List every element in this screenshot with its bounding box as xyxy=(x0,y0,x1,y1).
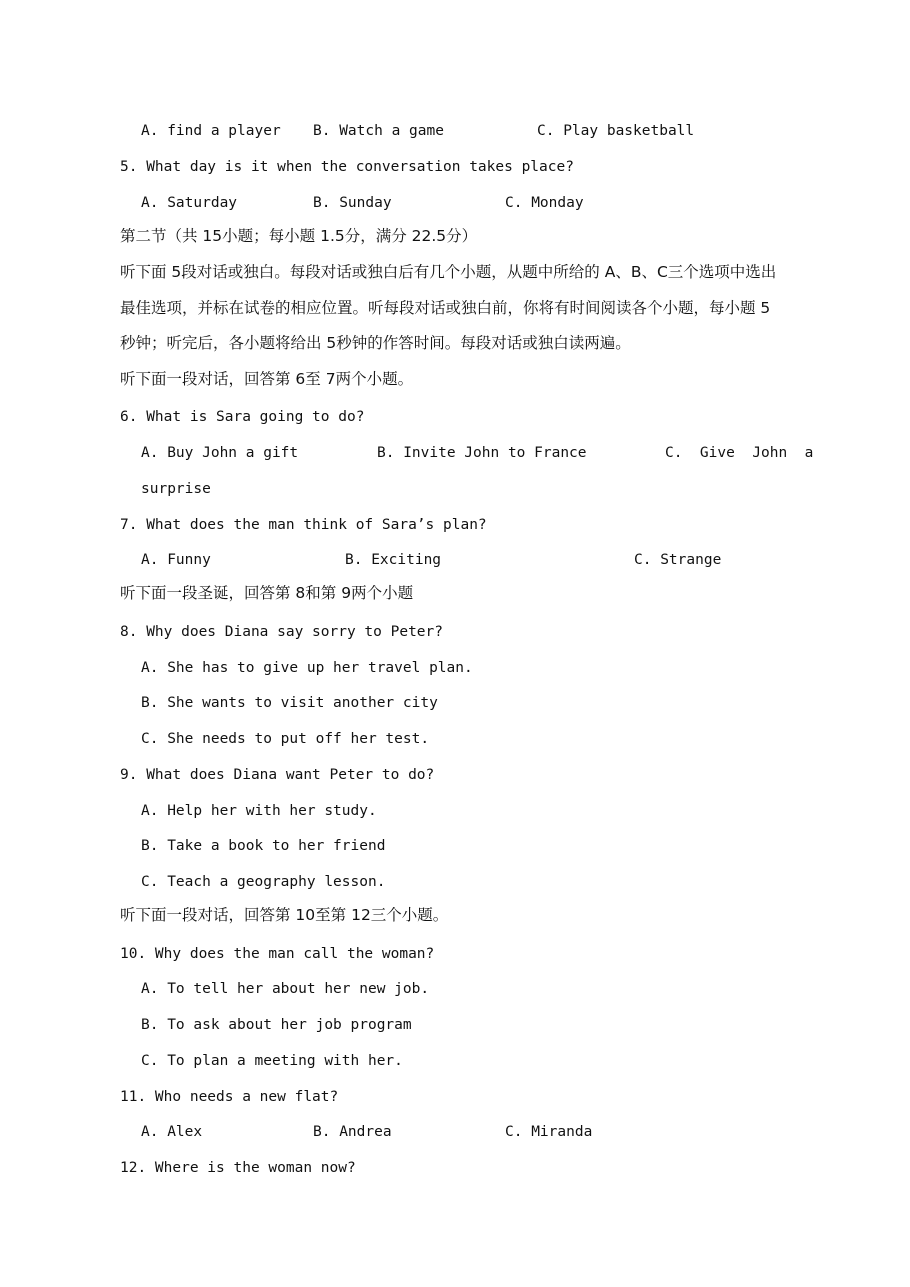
q7-option-b: B. Exciting xyxy=(345,552,442,568)
q10-option-b: B. To ask about her job program xyxy=(141,1017,412,1033)
q10-stem: 10. Why does the man call the woman? xyxy=(120,946,435,962)
q6-stem: 6. What is Sara going to do? xyxy=(120,409,365,425)
q4-option-c: C. Play basketball xyxy=(537,123,695,139)
q9-stem: 9. What does Diana want Peter to do? xyxy=(120,767,435,783)
q5-option-c: C. Monday xyxy=(505,195,584,211)
q7-stem: 7. What does the man think of Sara’s plan? xyxy=(120,517,487,533)
q8-option-a: A. She has to give up her travel plan. xyxy=(141,660,473,676)
q6-option-c: C. Give John a xyxy=(665,445,814,461)
q11-stem: 11. Who needs a new flat? xyxy=(120,1089,339,1105)
q7-option-c: C. Strange xyxy=(634,552,722,568)
section-2-instructions-2: 最佳选项，并标在试卷的相应位置。听每段对话或独白前，你将有时间阅读各个小题，每小题 5 xyxy=(120,299,771,317)
q4-option-a: A. find a player xyxy=(141,123,281,139)
q4-option-b: B. Watch a game xyxy=(313,123,444,139)
dialog-6-intro: 听下面一段对话，回答第 6至 7两个小题。 xyxy=(120,370,414,388)
q10-option-a: A. To tell her about her new job. xyxy=(141,981,430,997)
q6-option-a: A. Buy John a gift xyxy=(141,445,299,461)
q5-stem: 5. What day is it when the conversation takes place? xyxy=(120,159,574,175)
q5-option-a: A. Saturday xyxy=(141,195,238,211)
section-2-heading: 第二节（共 15小题；每小题 1.5分，满分 22.5分） xyxy=(120,227,478,245)
section-2-instructions-3: 秒钟；听完后，各小题将给出 5秒钟的作答时间。每段对话或独白读两遍。 xyxy=(120,334,631,352)
q9-option-c: C. Teach a geography lesson. xyxy=(141,874,386,890)
section-2-instructions-1: 听下面 5段对话或独白。每段对话或独白后有几个小题，从题中所给的 A、B、C三个选项中选出 xyxy=(120,263,777,281)
q10-option-c: C. To plan a meeting with her. xyxy=(141,1053,403,1069)
dialog-7-intro: 听下面一段圣诞，回答第 8和第 9两个小题 xyxy=(120,584,414,602)
dialog-8-intro: 听下面一段对话，回答第 10至第 12三个小题。 xyxy=(120,906,449,924)
q11-option-a: A. Alex xyxy=(141,1124,203,1140)
q12-stem: 12. Where is the woman now? xyxy=(120,1160,356,1176)
q8-option-c: C. She needs to put off her test. xyxy=(141,731,430,747)
q8-option-b: B. She wants to visit another city xyxy=(141,695,438,711)
q6-option-b: B. Invite John to France xyxy=(377,445,587,461)
q9-option-b: B. Take a book to her friend xyxy=(141,838,386,854)
q9-option-a: A. Help her with her study. xyxy=(141,803,377,819)
q11-option-b: B. Andrea xyxy=(313,1124,392,1140)
q6-option-c-continued: surprise xyxy=(141,481,211,497)
q5-option-b: B. Sunday xyxy=(313,195,392,211)
q8-stem: 8. Why does Diana say sorry to Peter? xyxy=(120,624,444,640)
q7-option-a: A. Funny xyxy=(141,552,211,568)
q11-option-c: C. Miranda xyxy=(505,1124,593,1140)
